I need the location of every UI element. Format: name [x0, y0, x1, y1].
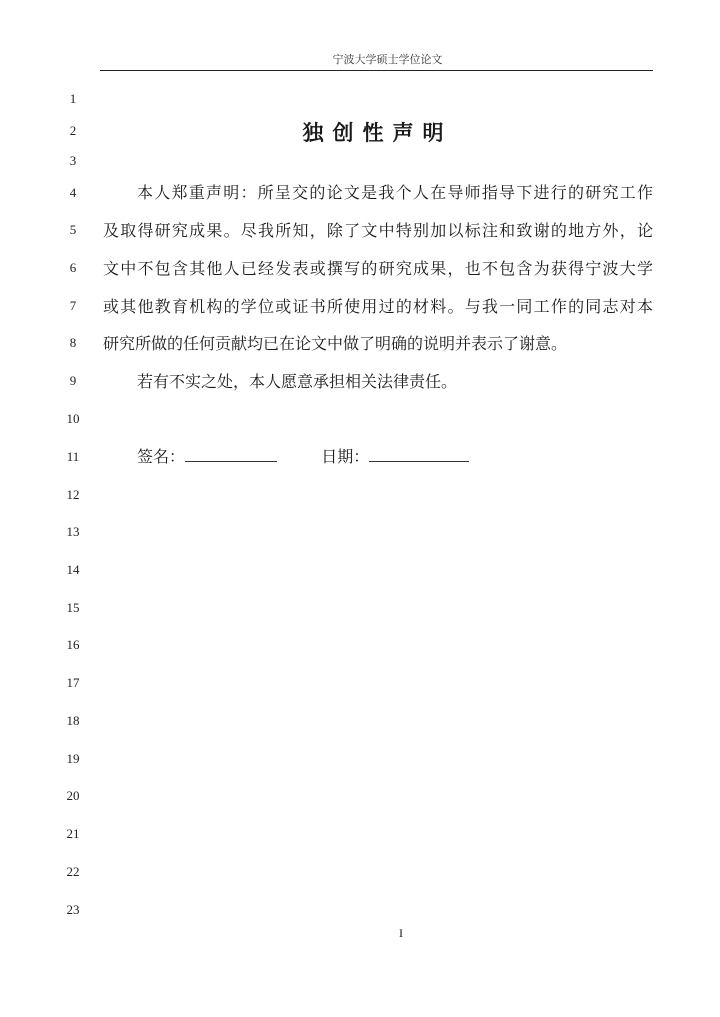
- line-number: 13: [66, 524, 80, 539]
- line-number: 6: [69, 260, 77, 275]
- line-number: 4: [69, 185, 77, 200]
- line-number: 10: [66, 411, 80, 426]
- line-number: 2: [69, 123, 77, 138]
- line-number: 3: [69, 153, 77, 168]
- line-number: 14: [66, 562, 80, 577]
- line-number: 5: [69, 222, 77, 237]
- page-title: 独创性声明: [302, 121, 453, 145]
- paragraph-line: 本人郑重声明：所呈交的论文是我个人在导师指导下进行的研究工作: [137, 183, 653, 202]
- line-number: 11: [66, 449, 80, 464]
- line-number: 8: [69, 335, 77, 350]
- line-number: 20: [66, 788, 80, 803]
- line-number: 9: [69, 373, 77, 388]
- signature-row: [137, 444, 469, 467]
- signature-field[interactable]: [185, 447, 277, 462]
- line-number: 19: [66, 751, 80, 766]
- page-number: I: [399, 926, 403, 940]
- header-divider: [100, 70, 653, 71]
- line-number: 1: [69, 91, 77, 106]
- paragraph-line: 或其他教育机构的学位或证书所使用过的材料。与我一同工作的同志对本: [103, 297, 653, 316]
- line-number: 22: [66, 864, 80, 879]
- line-number: 15: [66, 600, 80, 615]
- date-field[interactable]: [369, 447, 469, 462]
- liability-paragraph: 若有不实之处，本人愿意承担相关法律责任。: [137, 372, 458, 391]
- line-number: 21: [66, 826, 80, 841]
- line-number: 17: [66, 675, 80, 690]
- date-label: 日期：: [321, 447, 370, 466]
- paragraph-line: 文中不包含其他人已经发表或撰写的研究成果，也不包含为获得宁波大学: [103, 259, 653, 278]
- line-number: 7: [69, 298, 77, 313]
- line-number: 23: [66, 902, 80, 917]
- signature-label: 签名：: [137, 447, 186, 466]
- paragraph-line: 及取得研究成果。尽我所知，除了文中特别加以标注和致谢的地方外，论: [103, 221, 653, 240]
- paragraph-line: 研究所做的任何贡献均已在论文中做了明确的说明并表示了谢意。: [103, 334, 568, 353]
- line-number: 16: [66, 637, 80, 652]
- running-header: 宁波大学硕士学位论文: [332, 53, 443, 66]
- line-number: 12: [66, 487, 80, 502]
- line-number: 18: [66, 713, 80, 728]
